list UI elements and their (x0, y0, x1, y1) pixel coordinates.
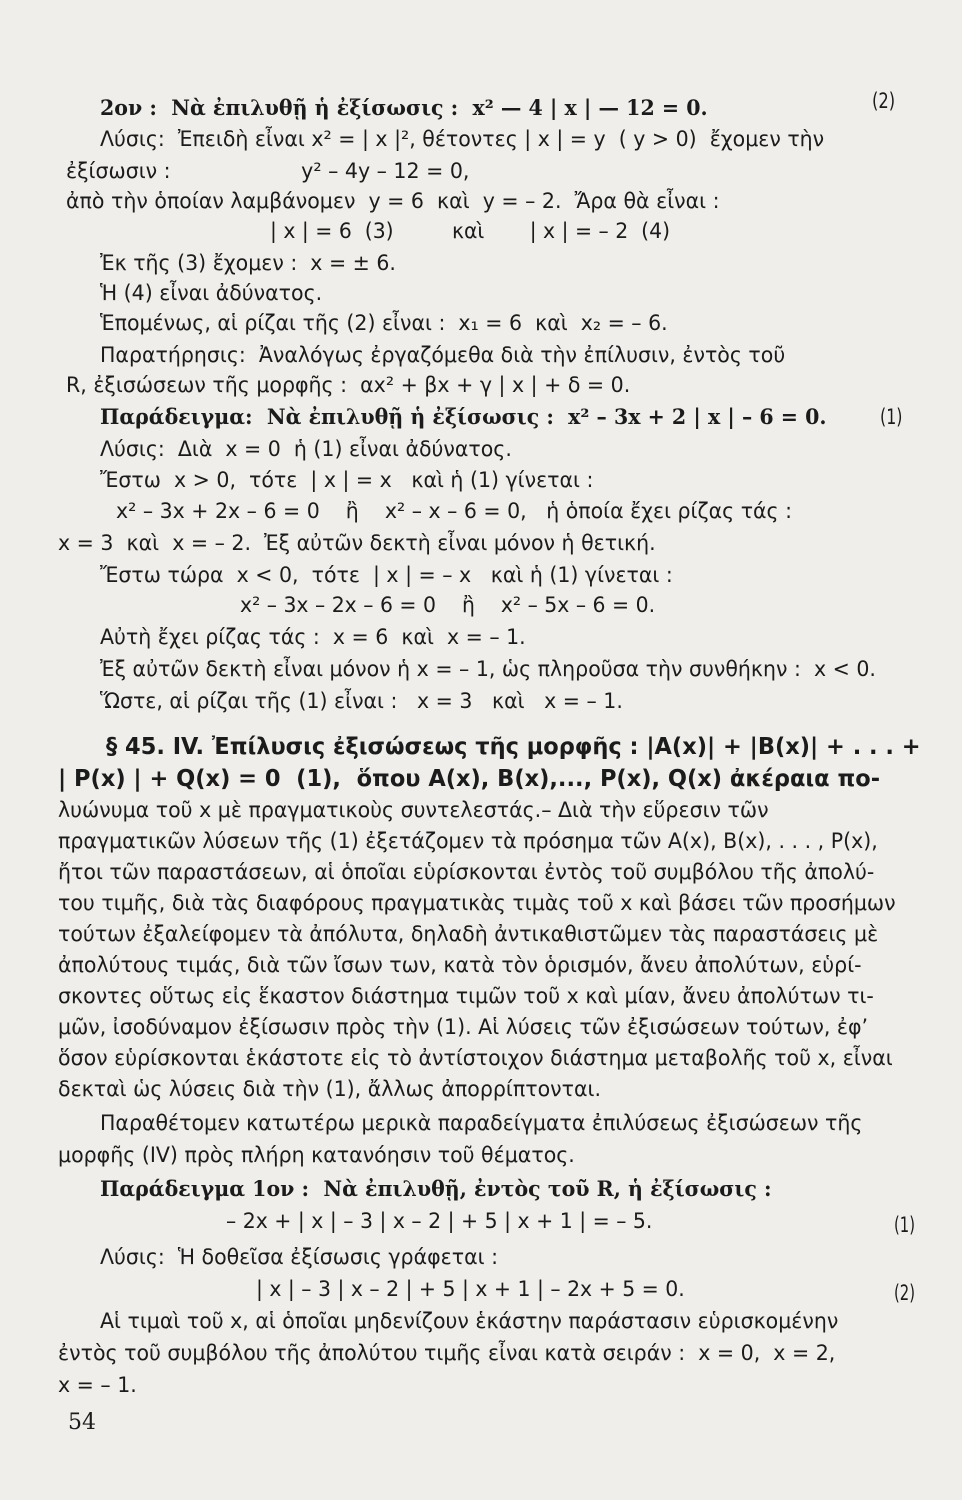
text-line: x = – 1. (58, 1373, 137, 1397)
text-line: Αὐτὴ ἔχει ρίζας τάς : x = 6 καὶ x = – 1. (100, 625, 526, 649)
text-line: Αἱ τιμαὶ τοῦ x, αἱ ὁποῖαι μηδενίζουν ἑκάστην παράστασιν εὑρισκομένην (100, 1309, 839, 1333)
text-line: Ἡ (4) εἶναι ἀδύνατος. (100, 281, 323, 305)
text-line: Παραθέτομεν κατωτέρω μερικὰ παραδείγματα ἐπιλύσεως ἐξισώσεων τῆς (100, 1111, 863, 1135)
text-line: Λύσις: Διὰ x = 0 ἡ (1) εἶναι ἀδύνατος. (100, 437, 512, 461)
text-line: (1) (894, 1213, 916, 1237)
page-number: 54 (68, 1410, 96, 1435)
text-line: λυώνυμα τοῦ x μὲ πραγματικοὺς συντελεστάς.– Διὰ τὴν εὕρεσιν τῶν (58, 798, 769, 822)
text-line: του τιμῆς, διὰ τὰς διαφόρους πραγματικὰς τιμὰς τοῦ x καὶ βάσει τῶν προσήμων (58, 891, 896, 915)
text-line: (1) (880, 405, 903, 429)
text-line: Παρατήρησις: Ἀναλόγως ἐργαζόμεθα διὰ τὴν ἐπίλυσιν, ἐντὸς τοῦ (100, 343, 786, 367)
text-line: πραγματικῶν λύσεων τῆς (1) ἐξετάζομεν τὰ πρόσημα τῶν A(x), B(x), . . . , P(x), (58, 829, 878, 853)
text-line: | x | – 3 | x – 2 | + 5 | x + 1 | – 2x + 5 = 0. (256, 1277, 685, 1301)
text-line: Παράδειγμα 1ον : Νὰ ἐπιλυθῇ, ἐντὸς τοῦ R, ἡ ἐξίσωσις : (100, 1176, 772, 1201)
text-line: ἤτοι τῶν παραστάσεων, αἱ ὁποῖαι εὑρίσκονται ἐντὸς τοῦ συμβόλου τῆς ἀπολύ- (58, 860, 875, 884)
text-line: μορφῆς (IV) πρὸς πλήρη κατανόησιν τοῦ θέματος. (58, 1143, 575, 1167)
text-line: Ἔστω τώρα x < 0, τότε | x | = – x καὶ ἡ (1) γίνεται : (100, 563, 673, 587)
text-line: δεκταὶ ὡς λύσεις διὰ τὴν (1), ἄλλως ἀπορρίπτονται. (58, 1077, 602, 1101)
text-line: Ἑπομένως, αἱ ρίζαι τῆς (2) εἶναι : x₁ = 6 καὶ x₂ = – 6. (100, 311, 668, 335)
text-line: Παράδειγμα: Νὰ ἐπιλυθῇ ἡ ἐξίσωσις : x² – 3x + 2 | x | – 6 = 0. (100, 404, 827, 429)
text-line: Ὥστε, αἱ ρίζαι τῆς (1) εἶναι : x = 3 καὶ x = – 1. (100, 689, 623, 713)
text-line: ἐξίσωσιν : y² – 4y – 12 = 0, (66, 159, 470, 183)
text-line: | x | = 6 (3) καὶ | x | = – 2 (4) (270, 219, 671, 243)
text-line: ὅσον εὑρίσκονται ἑκάστοτε εἰς τὸ ἀντίστοιχον διάστημα μεταβολῆς τοῦ x, εἶναι (58, 1046, 893, 1070)
text-line: (2) (872, 89, 896, 113)
text-line: 2ον : Νὰ ἐπιλυθῇ ἡ ἐξίσωσις : x² — 4 | x | — 12 = 0. (100, 95, 708, 120)
text-line: x = 3 καὶ x = – 2. Ἐξ αὐτῶν δεκτὴ εἶναι μόνον ἡ θετική. (58, 531, 656, 555)
text-line: ἐντὸς τοῦ συμβόλου τῆς ἀπολύτου τιμῆς εἶναι κατὰ σειράν : x = 0, x = 2, (58, 1341, 836, 1365)
text-line: Λύσις: Ἐπειδὴ εἶναι x² = | x |², θέτοντες | x | = y ( y > 0) ἔχομεν τὴν (100, 127, 825, 151)
text-line: – 2x + | x | – 3 | x – 2 | + 5 | x + 1 | = – 5. (226, 1209, 653, 1233)
text-line: (2) (894, 1281, 916, 1305)
text-line: ἀπολύτους τιμάς, διὰ τῶν ἴσων των, κατὰ τὸν ὁρισμόν, ἄνευ ἀπολύτων, εὑρί- (58, 953, 862, 977)
text-line: Ἐκ τῆς (3) ἔχομεν : x = ± 6. (100, 251, 396, 275)
text-line: Ἐξ αὐτῶν δεκτὴ εἶναι μόνον ἡ x = – 1, ὡς πληροῦσα τὴν συνθήκην : x < 0. (100, 657, 876, 681)
text-line: Λύσις: Ἡ δοθεῖσα ἐξίσωσις γράφεται : (100, 1245, 498, 1269)
text-line: ἀπὸ τὴν ὁποίαν λαμβάνομεν y = 6 καὶ y = – 2. Ἄρα θὰ εἶναι : (66, 189, 720, 213)
text-line: x² – 3x – 2x – 6 = 0 ἢ x² – 5x – 6 = 0. (240, 593, 656, 617)
text-line: Ἔστω x > 0, τότε | x | = x καὶ ἡ (1) γίνεται : (100, 468, 594, 492)
text-line: τούτων ἐξαλείφομεν τὰ ἀπόλυτα, δηλαδὴ ἀντικαθιστῶμεν τὰς παραστάσεις μὲ (58, 922, 879, 946)
text-line: R, ἐξισώσεων τῆς μορφῆς : αx² + βx + γ | x | + δ = 0. (66, 373, 631, 397)
text-line: x² – 3x + 2x – 6 = 0 ἢ x² – x – 6 = 0, ἡ ὁποία ἔχει ρίζας τάς : (116, 499, 793, 523)
text-line: μῶν, ἰσοδύναμον ἐξίσωσιν πρὸς τὴν (1). Αἱ λύσεις τῶν ἐξισώσεων τούτων, ἐφ’ (58, 1015, 869, 1039)
text-line: § 45. IV. Ἐπίλυσις ἐξισώσεως τῆς μορφῆς : |A(x)| + |B(x)| + . . . + (106, 734, 921, 760)
text-line: | P(x) | + Q(x) = 0 (1), ὅπου A(x), B(x),..., P(x), Q(x) ἀκέραια πο- (58, 766, 881, 792)
text-line: σκοντες οὕτως εἰς ἕκαστον διάστημα τιμῶν τοῦ x καὶ μίαν, ἄνευ ἀπολύτων τι- (58, 984, 874, 1008)
